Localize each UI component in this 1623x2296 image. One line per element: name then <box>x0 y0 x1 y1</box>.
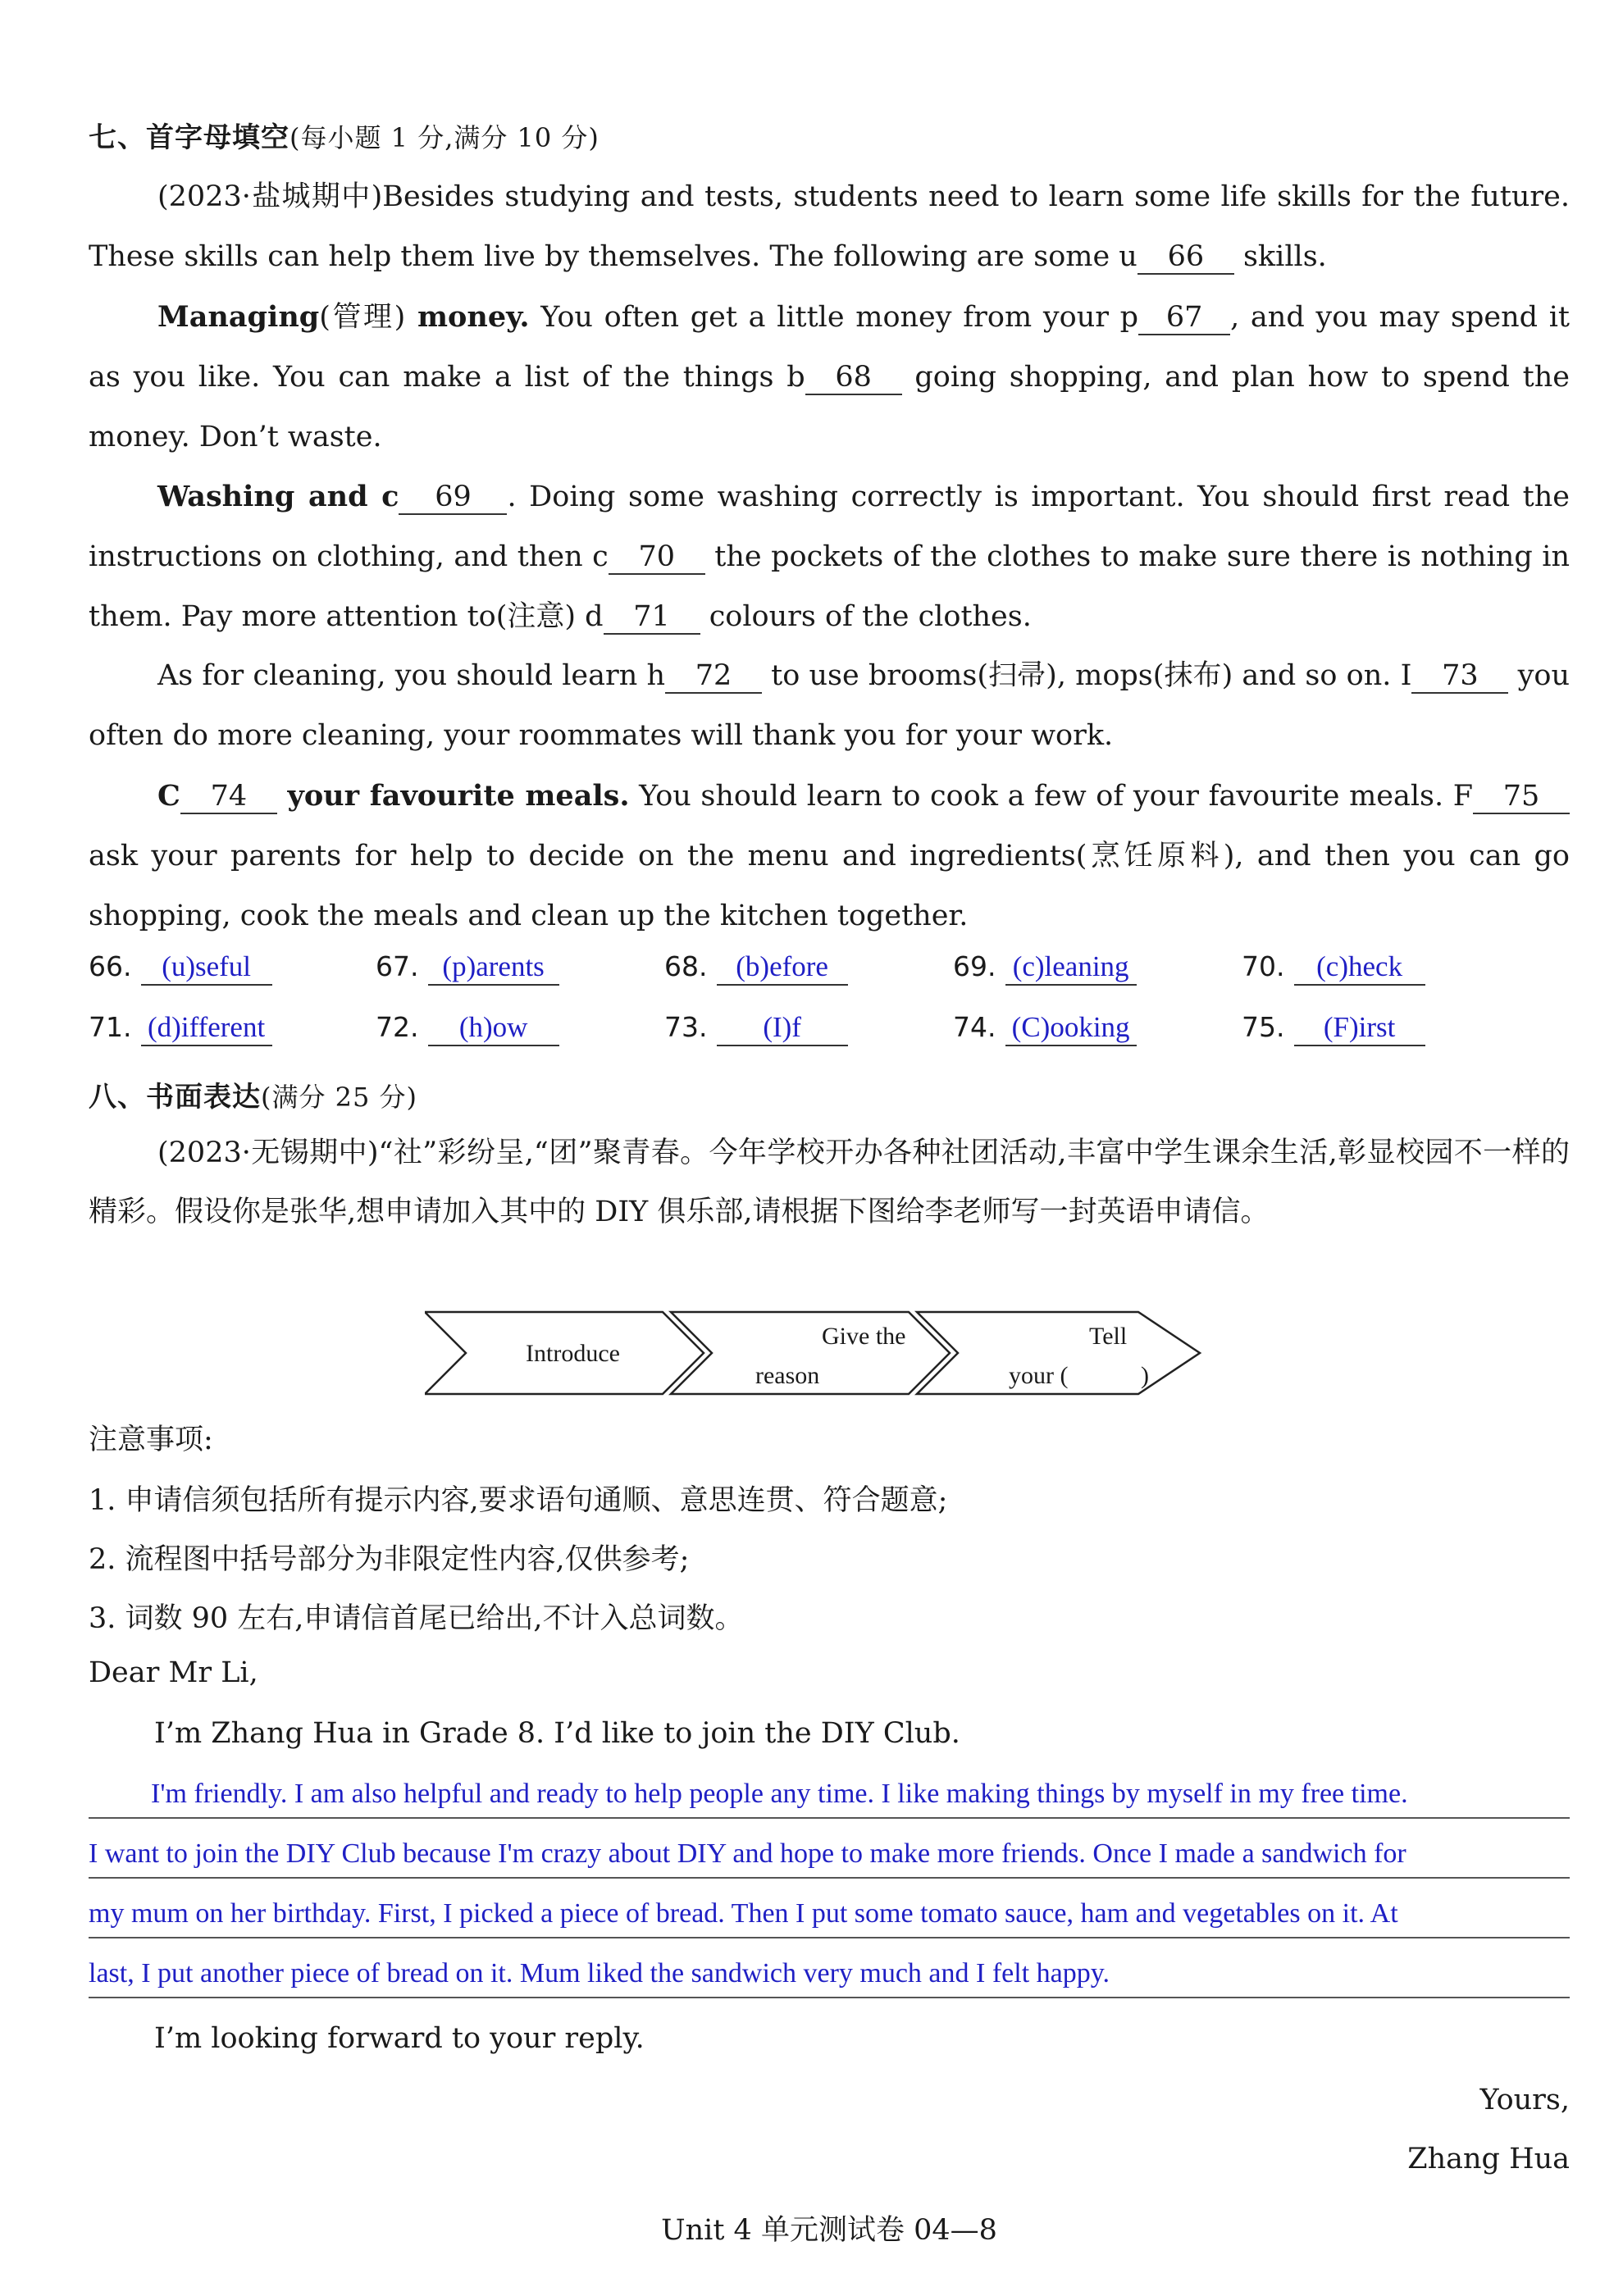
blank-72: 72 <box>665 659 762 694</box>
section7-title <box>89 115 600 155</box>
heading-managing: Managing <box>157 300 320 334</box>
writing-prompt: (2023·无锡期中)“社”彩纷呈,“团”聚青春。今年学校开办各种社团活动,丰富中学生课余生活,彰显校园不一样的精彩。假设你是张华,想申请加入其中的 DIY 俱乐部,请根据下图给李老师写一封英语申请信。 <box>89 1137 1570 1228</box>
answer-value: (F)irst <box>1294 1010 1425 1046</box>
answer-row-2 <box>89 1010 1570 1063</box>
answer-value: (c)heck <box>1294 950 1425 986</box>
blank-70: 70 <box>609 540 705 575</box>
answer-value: (h)ow <box>428 1010 559 1046</box>
essay-line-2: I want to join the DIY Club because I'm crazy about DIY and hope to make more friends. Once I made a sandwich for <box>89 1831 1570 1879</box>
note-3: 3. 词数 90 左右,申请信首尾已给出,不计入总词数。 <box>89 1602 744 1635</box>
answer-72: 72. (h)ow <box>376 1010 559 1046</box>
heading-washing: Washing and c <box>157 480 399 513</box>
answer-value: (p)arents <box>428 950 559 986</box>
blank-75: 75 <box>1473 780 1570 814</box>
section8-title <box>89 1074 417 1114</box>
flow-step-reason-2: reason <box>755 1362 820 1389</box>
passage-paragraph-1: (2023·盐城期中)Besides studying and tests, students need to learn some life skills for the future. These skills can help them live by themselves. The following are some u 66 skills. <box>89 180 1570 273</box>
flow-step-tell-close: ) <box>1141 1362 1149 1389</box>
answer-value: (b)efore <box>717 950 848 986</box>
letter-opening: I’m Zhang Hua in Grade 8. I’d like to join the DIY Club. <box>154 1717 960 1750</box>
note-2: 2. 流程图中括号部分为非限定性内容,仅供参考; <box>89 1543 690 1576</box>
answer-value: (C)ooking <box>1005 1010 1137 1046</box>
answer-68: 68. (b)efore <box>664 950 848 986</box>
answer-70: 70. (c)heck <box>1242 950 1425 986</box>
flow-step-introduce: Introduce <box>526 1340 620 1367</box>
letter-signature: Zhang Hua <box>1407 2143 1570 2175</box>
passage-paragraph-3: Washing and c 69 . Doing some washing correctly is important. You should first read the instructions on clothing, and then c 70 the pockets of the clothes to make sure there is nothing in them. Pay more attention to(注意) d 71 colours of the clothes. <box>89 480 1570 633</box>
answer-67: 67. (p)arents <box>376 950 559 986</box>
passage-paragraph-4: As for cleaning, you should learn h 72 to use brooms(扫帚), mops(抹布) and so on. I 73 you often do more cleaning, your roommates will thank you for your work. <box>89 659 1570 752</box>
answer-75: 75. (F)irst <box>1242 1010 1425 1046</box>
answer-69: 69. (c)leaning <box>953 950 1137 986</box>
answer-value: (d)ifferent <box>141 1010 272 1046</box>
section7-score-note: (每小题 1 分,满分 10 分) <box>289 122 600 153</box>
letter-yours: Yours, <box>1479 2084 1570 2116</box>
answer-row-1 <box>89 950 1570 1002</box>
answer-value: (c)leaning <box>1005 950 1137 986</box>
letter-closing: I’m looking forward to your reply. <box>154 2022 645 2055</box>
passage-paragraph-2: Managing(管理) money. You often get a little money from your p 67 , and you may spend it as you like. You can make a list of the things b 68 going shopping, and plan how to spend the money. Don’t waste. <box>89 300 1570 453</box>
answer-66: 66. (u)seful <box>89 950 272 986</box>
flow-diagram-svg <box>425 1308 1327 1398</box>
blank-71: 71 <box>604 600 700 635</box>
page-footer: Unit 4 单元测试卷 04—8 <box>661 2214 997 2247</box>
answer-74: 74. (C)ooking <box>953 1010 1137 1046</box>
flow-step-tell-2: your ( <box>1009 1362 1069 1389</box>
essay-line-3: my mum on her birthday. First, I picked a piece of bread. Then I put some tomato sauce, ham and vegetables on it. At <box>89 1891 1570 1938</box>
essay-line-1: I'm friendly. I am also helpful and ready to help people any time. I like making things by myself in my free time. <box>89 1771 1570 1819</box>
heading-cooking: C <box>157 779 180 813</box>
section8-heading: 八、书面表达 <box>89 1081 261 1114</box>
blank-74: 74 <box>180 780 277 814</box>
passage-source: (2023·盐城期中) <box>157 180 383 213</box>
blank-69: 69 <box>399 481 507 515</box>
blank-68: 68 <box>805 361 902 395</box>
flow-step-reason-1: Give the <box>822 1323 906 1350</box>
blank-66: 66 <box>1137 240 1234 275</box>
flow-diagram <box>425 1308 1327 1401</box>
note-1: 1. 申请信须包括所有提示内容,要求语句通顺、意思连贯、符合题意; <box>89 1484 948 1517</box>
answer-value: (u)seful <box>141 950 272 986</box>
passage-paragraph-5: C 74 your favourite meals. You should learn to cook a few of your favourite meals. F 75 ask your parents for help to decide on the menu and ingredients(烹饪原料), and then you can go shopping, cook the meals and clean up the kitchen together. <box>89 779 1570 932</box>
answer-71: 71. (d)ifferent <box>89 1010 272 1046</box>
blank-73: 73 <box>1411 659 1508 694</box>
notes-title: 注意事项: <box>89 1424 213 1456</box>
answer-73: 73. (I)f <box>664 1010 848 1046</box>
essay-line-4: last, I put another piece of bread on it. Mum liked the sandwich very much and I felt happy. <box>89 1951 1570 1998</box>
letter-greeting: Dear Mr Li, <box>89 1656 258 1689</box>
section7-heading: 七、首字母填空 <box>89 121 289 154</box>
blank-67: 67 <box>1138 301 1230 335</box>
answer-value: (I)f <box>717 1010 848 1046</box>
flow-step-tell-1: Tell <box>1089 1323 1128 1350</box>
section8-score-note: (满分 25 分) <box>261 1082 418 1113</box>
